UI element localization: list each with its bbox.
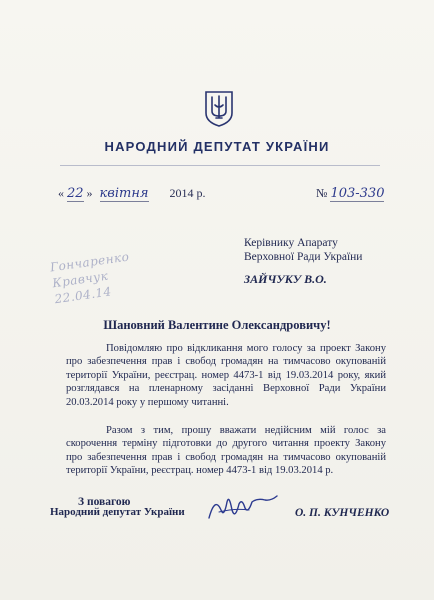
document-date bbox=[58, 186, 206, 202]
margin-note-line-1: Гончаренко bbox=[49, 249, 131, 275]
body-paragraph-1 bbox=[66, 342, 386, 409]
registration-value: 103-330 bbox=[330, 186, 385, 201]
letterhead-title: НАРОДНИЙ ДЕПУТАТ УКРАЇНИ bbox=[104, 139, 330, 154]
paragraph-text: Разом з тим, прошу вважати недійсним мій голос за скорочення терміну підготовки до другого читання проекту Закону про забезпечення прав і свобод громадян на тимчасово окупованій території України, реєстрац. номер 4473-1 від 19.03.2014 р. bbox=[66, 425, 386, 477]
margin-note-line-3: 22.04.14 bbox=[53, 284, 113, 307]
date-year: 2014 р. bbox=[169, 186, 206, 200]
margin-note-line-2: Кравчук bbox=[51, 268, 110, 291]
date-close-quote: » bbox=[86, 186, 93, 200]
signer-position: Народний депутат України bbox=[50, 506, 185, 518]
addressee-line-2: Верховної Ради України bbox=[244, 251, 363, 263]
paragraph-text: Повідомляю про відкликання мого голосу за проект Закону про забезпечення прав і свобод громадян на тимчасово окупованій території України, реєстрац. номер 4473-1 від 19.03.2014 року, який розглядався на пленарному засіданні Верховної Ради України 20.03.2014 року у першому читанні. bbox=[66, 343, 386, 408]
addressee-line-1: Керівнику Апарату bbox=[244, 237, 338, 249]
letterhead-divider bbox=[60, 165, 380, 166]
handwritten-signature bbox=[205, 488, 280, 528]
date-day: 22 bbox=[67, 186, 84, 201]
salutation: Шановний Валентине Олександровичу! bbox=[103, 318, 331, 332]
addressee-name: ЗАЙЧУКУ В.О. bbox=[244, 272, 327, 286]
trident-icon bbox=[203, 88, 235, 128]
handwritten-margin-note bbox=[49, 247, 147, 307]
date-open-quote: « bbox=[58, 186, 64, 200]
closing-regards: З повагою bbox=[78, 496, 131, 508]
registration-prefix: № bbox=[316, 186, 328, 200]
signer-name: О. П. КУНЧЕНКО bbox=[295, 507, 390, 519]
registration-number bbox=[316, 186, 384, 201]
body-paragraph-2 bbox=[66, 424, 386, 478]
addressee-block bbox=[244, 236, 362, 286]
date-month: квітня bbox=[99, 186, 149, 201]
